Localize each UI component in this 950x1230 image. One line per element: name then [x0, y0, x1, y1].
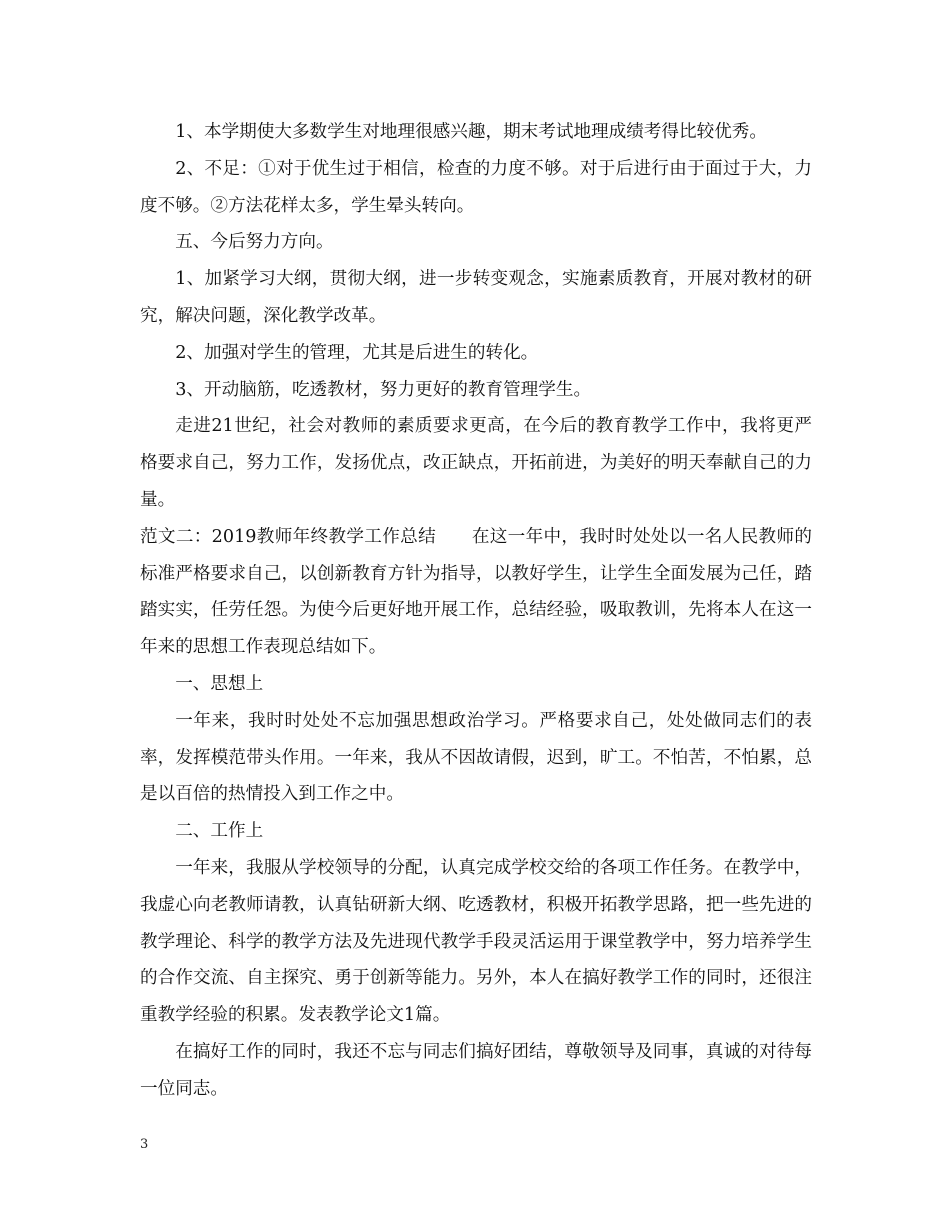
section-heading-5: 五、今后努力方向。 — [175, 232, 334, 253]
paragraph-4: 2、加强对学生的管理，尤其是后进生的转化。 — [175, 342, 539, 363]
paragraph-2: 2、不足：①对于优生过于相信，检查的力度不够。对于后进行由于面过于大，力度不够。②方法花样太多，学生晕头转向。 — [140, 158, 812, 216]
section-heading-work: 二、工作上 — [175, 821, 264, 842]
paragraph-1: 1、本学期使大多数学生对地理很感兴趣，期末考试地理成绩考得比较优秀。 — [175, 122, 767, 142]
paragraph-9: 在搞好工作的同时，我还不忘与同志们搞好团结，尊敬领导及同事，真诚的对待每一位同志。 — [140, 1041, 812, 1099]
paragraph-3: 1、加紧学习大纲，贯彻大纲，进一步转变观念，实施素质教育，开展对教材的研究，解决问题，深化教学改革。 — [140, 269, 812, 326]
document-body — [140, 114, 812, 1108]
paragraph-7: 一年来，我时时处处不忘加强思想政治学习。严格要求自己，处处做同志们的表率，发挥模范带头作用。一年来，我从不因故请假，迟到，旷工。不怕苦，不怕累，总是以百倍的热情投入到工作之中。 — [140, 710, 812, 805]
page-number: 3 — [140, 1137, 149, 1152]
sample-two-intro: 范文二：2019教师年终教学工作总结 在这一年中，我时时处处以一名人民教师的标准严格要求自己，以创新教育方针为指导，以教好学生，让学生全面发展为己任，踏踏实实，任劳任怨。为使今后更好地开展工作，总结经验，吸取教训，先将本人在这一年来的思想工作表现总结如下。 — [140, 526, 812, 658]
section-heading-thought: 一、思想上 — [175, 673, 264, 694]
paragraph-8: 一年来，我服从学校领导的分配，认真完成学校交给的各项工作任务。在教学中，我虚心向老教师请教，认真钻研新大纲、吃透教材，积极开拓教学思路，把一些先进的教学理论、科学的教学方法及先进现代教学手段灵活运用于课堂教学中，努力培养学生的合作交流、自主探究、勇于创新等能力。另外，本人在搞好教学工作的同时，还很注重教学经验的积累。发表教学论文1篇。 — [140, 857, 812, 1026]
paragraph-5: 3、开动脑筋，吃透教材，努力更好的教育管理学生。 — [175, 379, 592, 400]
paragraph-6: 走进21世纪，社会对教师的素质要求更高，在今后的教育教学工作中，我将更严格要求自己，努力工作，发扬优点，改正缺点，开拓前进，为美好的明天奉献自己的力量。 — [140, 416, 812, 510]
